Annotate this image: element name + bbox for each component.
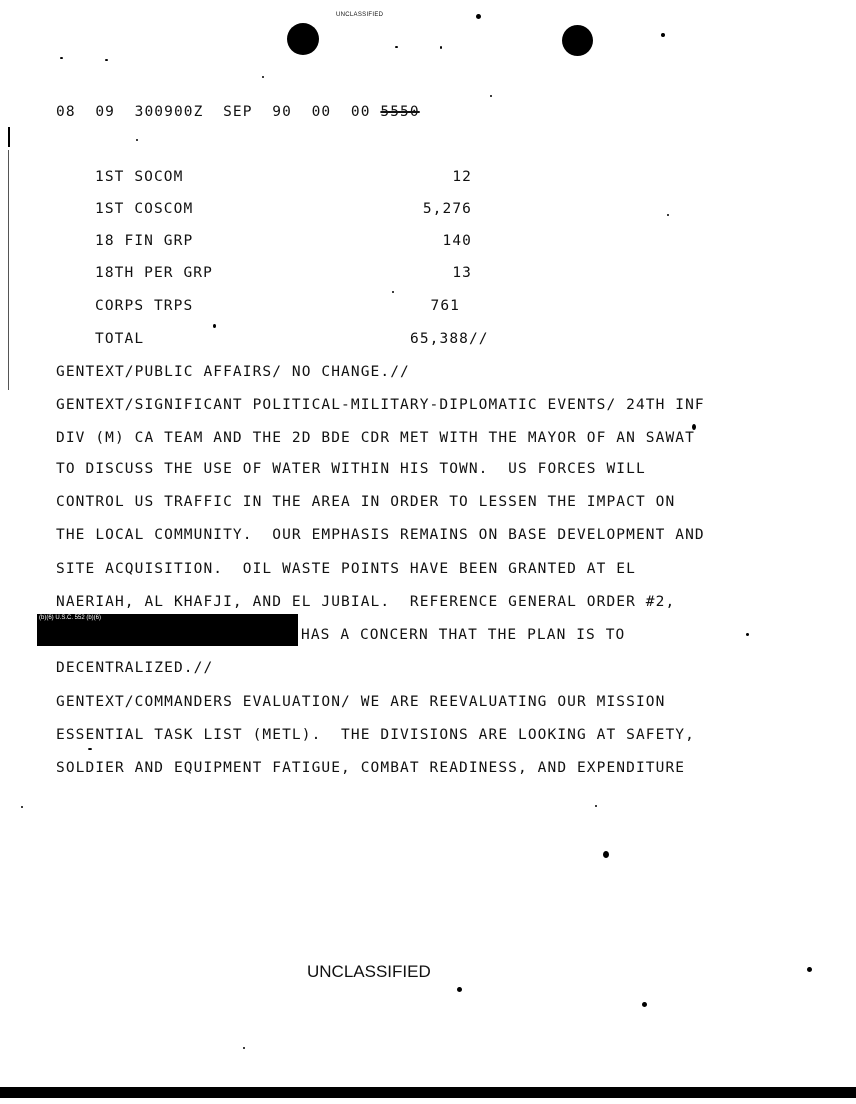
scan-speck (661, 33, 665, 37)
scan-speck (243, 1047, 245, 1049)
scan-speck (136, 139, 138, 141)
scan-speck (105, 59, 108, 61)
unit-value: 13 (452, 265, 472, 281)
scan-speck (88, 748, 92, 750)
scan-speck (692, 424, 696, 430)
unit-value: 12 (452, 169, 472, 185)
body-text-line: NAERIAH, AL KHAFJI, AND EL JUBIAL. REFERENCE GENERAL ORDER #2, (56, 594, 676, 610)
unit-value: 761 (430, 298, 460, 314)
punch-hole-right (562, 25, 593, 56)
scan-bottom-edge (0, 1087, 856, 1098)
scan-speck (667, 214, 669, 216)
unit-name: 18 FIN GRP (95, 233, 194, 249)
scan-speck (262, 76, 264, 78)
dtg-line (56, 104, 420, 120)
body-text-line: DECENTRALIZED.// (56, 660, 214, 676)
redaction-exemption-tag: (b)(6) U.S.C. 552 (b)(6) (39, 615, 102, 621)
body-text-line: ESSENTIAL TASK LIST (METL). THE DIVISIONS ARE LOOKING AT SAFETY, (56, 727, 695, 743)
unit-name: 18TH PER GRP (95, 265, 213, 281)
body-text-line: THE LOCAL COMMUNITY. OUR EMPHASIS REMAINS ON BASE DEVELOPMENT AND (56, 527, 705, 543)
top-classification-marking: UNCLASSIFIED (336, 12, 384, 18)
scan-speck (595, 805, 597, 807)
punch-hole-left (287, 23, 319, 55)
public-affairs-line: GENTEXT/PUBLIC AFFAIRS/ NO CHANGE.// (56, 364, 410, 380)
dtg-struck-text: 5550 (380, 104, 420, 120)
scan-speck (213, 324, 216, 328)
scan-speck (395, 46, 398, 48)
unit-name: 1ST SOCOM (95, 169, 184, 185)
scan-speck (490, 95, 492, 97)
unit-name: 1ST COSCOM (95, 201, 194, 217)
commanders-evaluation-line: GENTEXT/COMMANDERS EVALUATION/ WE ARE REEVALUATING OUR MISSION (56, 694, 666, 710)
unit-name: CORPS TRPS (95, 298, 194, 314)
body-text-line: DIV (M) CA TEAM AND THE 2D BDE CDR MET WITH THE MAYOR OF AN SAWAT (56, 430, 695, 446)
body-text-line: TO DISCUSS THE USE OF WATER WITHIN HIS TOWN. US FORCES WILL (56, 461, 646, 477)
unit-value: 5,276 (422, 201, 472, 217)
total-label: TOTAL (95, 331, 145, 347)
margin-mark (8, 127, 10, 147)
scan-speck (603, 851, 609, 858)
body-text-line: GENTEXT/SIGNIFICANT POLITICAL-MILITARY-DIPLOMATIC EVENTS/ 24TH INF (56, 397, 705, 413)
margin-line (8, 150, 9, 390)
scan-speck (21, 806, 23, 808)
total-value: 65,388// (410, 331, 489, 347)
body-text-line: CONTROL US TRAFFIC IN THE AREA IN ORDER TO LESSEN THE IMPACT ON (56, 494, 676, 510)
scan-speck (476, 14, 481, 19)
scan-speck (642, 1002, 647, 1007)
footer-classification-marking: UNCLASSIFIED (307, 962, 431, 981)
scan-speck (746, 633, 749, 636)
body-text-line: SOLDIER AND EQUIPMENT FATIGUE, COMBAT READINESS, AND EXPENDITURE (56, 760, 686, 776)
body-text-line: SITE ACQUISITION. OIL WASTE POINTS HAVE BEEN GRANTED AT EL (56, 561, 636, 577)
scan-speck (60, 57, 63, 59)
scan-speck (392, 291, 394, 293)
scan-speck (440, 46, 442, 49)
scan-speck (807, 967, 812, 972)
unit-value: 140 (442, 233, 472, 249)
dtg-text: 08 09 300900Z SEP 90 00 00 (56, 104, 381, 120)
scan-speck (457, 987, 462, 992)
body-text-line: HAS A CONCERN THAT THE PLAN IS TO (301, 627, 626, 643)
